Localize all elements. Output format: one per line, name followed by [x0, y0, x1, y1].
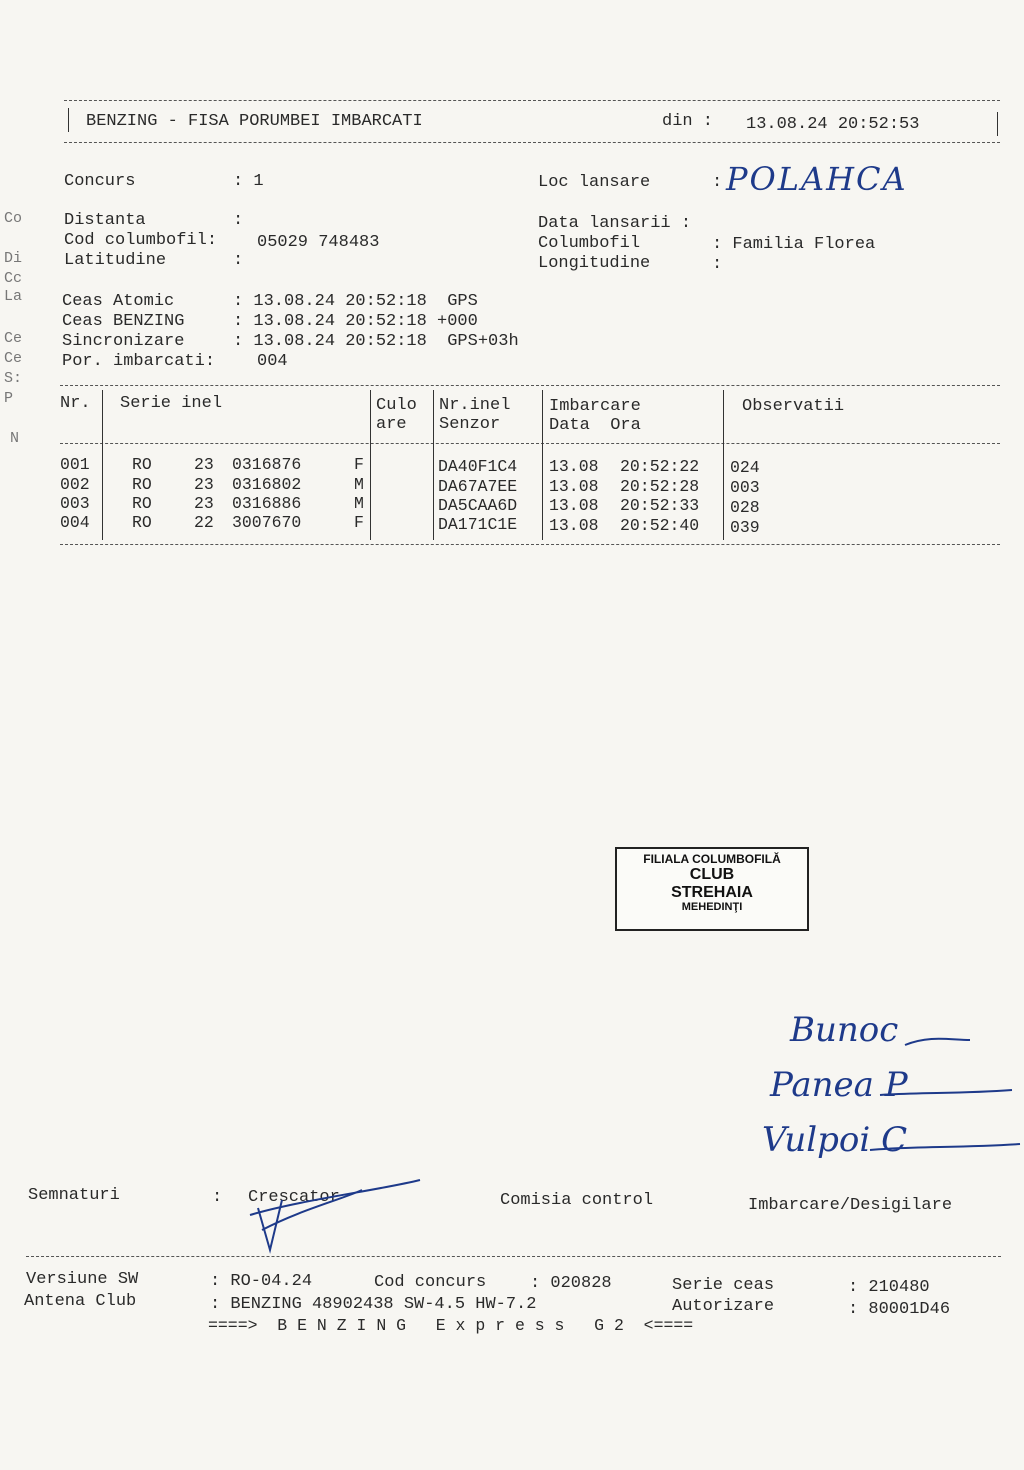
- col-header-imbarcare-2: Data Ora: [549, 416, 641, 435]
- col-header-observatii: Observatii: [742, 397, 845, 416]
- row-nr: 001: [60, 455, 90, 474]
- row-ora: 20:52:28: [620, 477, 700, 496]
- handwritten-name: Vulpoi C: [762, 1120, 908, 1160]
- concurs-value: : 1: [233, 172, 264, 191]
- autorizare-value: : 80001D46: [848, 1300, 951, 1319]
- loc-lansare-label: Loc lansare: [538, 173, 651, 192]
- ghost-line: Ce: [4, 350, 23, 367]
- columbofil-label: Columbofil: [538, 234, 641, 253]
- row-sex: M: [354, 475, 364, 494]
- row-ora: 20:52:40: [620, 516, 700, 535]
- row-inel: 0316886: [232, 494, 302, 513]
- row-obs: 039: [730, 518, 760, 537]
- row-nr: 004: [60, 513, 90, 532]
- row-data: 13.08: [549, 457, 599, 476]
- ghost-line: Cc: [4, 270, 23, 287]
- row-inel: 3007670: [232, 513, 302, 532]
- row-ora: 20:52:22: [620, 457, 700, 476]
- concurs-label: Concurs: [64, 172, 136, 191]
- commission-signature-stroke: [880, 1090, 1012, 1095]
- row-obs: 003: [730, 478, 760, 497]
- row-data: 13.08: [549, 516, 599, 535]
- antena-club-value: : BENZING 48902438 SW-4.5 HW-7.2: [210, 1295, 537, 1314]
- versiune-sw-value: : RO-04.24: [210, 1272, 313, 1291]
- stamp-line-2: CLUB: [689, 866, 735, 884]
- serie-ceas-value: : 210480: [848, 1278, 930, 1297]
- row-an: 23: [194, 494, 214, 513]
- row-obs: 024: [730, 458, 760, 477]
- row-tara: RO: [132, 475, 152, 494]
- row-senzor: DA40F1C4: [438, 457, 518, 476]
- longitudine-label: Longitudine: [538, 254, 651, 273]
- autorizare-label: Autorizare: [672, 1297, 775, 1316]
- ghost-line: Di: [4, 250, 23, 267]
- row-sex: F: [354, 455, 364, 474]
- latitudine-label: Latitudine: [64, 251, 167, 270]
- loc-lansare-colon: :: [712, 173, 723, 192]
- cod-concurs-label: Cod concurs: [374, 1273, 487, 1292]
- col-header-culoare-1: Culo: [376, 396, 417, 415]
- antena-club-label: Antena Club: [24, 1292, 137, 1311]
- row-inel: 0316802: [232, 475, 302, 494]
- row-sex: M: [354, 494, 364, 513]
- serie-ceas-label: Serie ceas: [672, 1276, 775, 1295]
- crescator-label: Crescator: [248, 1188, 340, 1207]
- row-an: 23: [194, 455, 214, 474]
- ghost-line: N: [10, 430, 20, 447]
- ghost-line: Co: [4, 210, 23, 227]
- stamp-line-4: MEHEDINŢI: [681, 901, 743, 914]
- row-sex: F: [354, 513, 364, 532]
- cod-columbofil-label: Cod columbofil:: [64, 231, 218, 250]
- row-ora: 20:52:33: [620, 496, 700, 515]
- footer-rule: [26, 1256, 1001, 1257]
- por-imbarcati-label: Por. imbarcati:: [62, 352, 216, 371]
- longitudine-value: :: [712, 255, 723, 274]
- crescator-signature-stroke: [258, 1190, 362, 1250]
- row-data: 13.08: [549, 477, 599, 496]
- por-imbarcati-value: 004: [257, 352, 288, 371]
- col-header-imbarcare-1: Imbarcare: [549, 397, 641, 416]
- col-header-serie-inel: Serie inel: [120, 394, 223, 413]
- row-senzor: DA171C1E: [438, 515, 518, 534]
- row-an: 22: [194, 513, 214, 532]
- commission-signature-stroke: [870, 1144, 1020, 1150]
- commission-signature-stroke: [905, 1039, 970, 1045]
- row-nr: 003: [60, 494, 90, 513]
- imbarcare-desigilare-label: Imbarcare/Desigilare: [748, 1196, 953, 1215]
- cod-concurs-value: : 020828: [530, 1274, 612, 1293]
- ghost-line: La: [4, 288, 23, 305]
- header-datetime: 13.08.24 20:52:53: [746, 115, 920, 134]
- handwritten-name: Panea P: [770, 1065, 908, 1105]
- crescator-signature-stroke: [250, 1180, 420, 1215]
- row-data: 13.08: [549, 496, 599, 515]
- row-obs: 028: [730, 498, 760, 517]
- loc-lansare-handwritten: POLAHCA: [726, 160, 908, 198]
- col-header-nr-inel-1: Nr.inel: [439, 396, 511, 415]
- semnaturi-colon: :: [212, 1188, 223, 1207]
- handwritten-name: Bunoc: [790, 1010, 899, 1050]
- cod-columbofil-value: 05029 748483: [257, 233, 380, 252]
- stamp-line-1: FILIALA COLUMBOFILĂ: [643, 852, 781, 866]
- header-din-label: din :: [662, 112, 714, 131]
- row-senzor: DA5CAA6D: [438, 496, 518, 515]
- ghost-line: Ce: [4, 330, 23, 347]
- ceas-benzing-label: Ceas BENZING: [62, 312, 185, 331]
- row-nr: 002: [60, 475, 90, 494]
- ceas-atomic-value: : 13.08.24 20:52:18 GPS: [233, 292, 478, 311]
- row-tara: RO: [132, 513, 152, 532]
- row-inel: 0316876: [232, 455, 302, 474]
- comisia-control-label: Comisia control: [500, 1191, 654, 1210]
- latitudine-value: :: [233, 251, 244, 270]
- data-lansarii-label: Data lansarii :: [538, 214, 692, 233]
- ghost-line: S:: [4, 370, 23, 387]
- ceas-benzing-value: : 13.08.24 20:52:18 +000: [233, 312, 478, 331]
- ceas-atomic-label: Ceas Atomic: [62, 292, 175, 311]
- document-title: BENZING - FISA PORUMBEI IMBARCATI: [86, 112, 423, 131]
- sincronizare-value: : 13.08.24 20:52:18 GPS+03h: [233, 332, 519, 351]
- distanta-value: :: [233, 211, 244, 230]
- versiune-sw-label: Versiune SW: [26, 1270, 139, 1289]
- columbofil-value: : Familia Florea: [712, 235, 876, 254]
- row-tara: RO: [132, 455, 152, 474]
- col-header-culoare-2: are: [376, 415, 407, 434]
- col-header-nr: Nr.: [60, 394, 91, 413]
- col-header-nr-inel-2: Senzor: [439, 415, 501, 434]
- row-an: 23: [194, 475, 214, 494]
- ghost-line: P: [4, 390, 14, 407]
- sincronizare-label: Sincronizare: [62, 332, 185, 351]
- stamp-line-3: STREHAIA: [671, 883, 753, 901]
- benzing-brand-line: ====> B E N Z I N G E x p r e s s G 2 <====: [208, 1316, 694, 1335]
- row-senzor: DA67A7EE: [438, 477, 518, 496]
- semnaturi-label: Semnaturi: [28, 1186, 120, 1205]
- distanta-label: Distanta: [64, 211, 146, 230]
- row-tara: RO: [132, 494, 152, 513]
